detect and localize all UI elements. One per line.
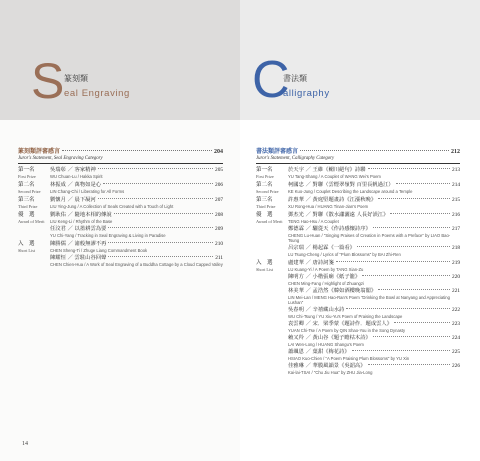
entry-title-en: HSIAO Kuo-Chien / "A Poem Praising Plum Blossoms" by YU Xin bbox=[288, 356, 410, 361]
entry-title-en: LIU Ying-Jung / A Collection of Seals Created with a Touch of Light bbox=[50, 204, 174, 209]
prize-label: 第一名 bbox=[256, 167, 273, 173]
prize-group bbox=[18, 241, 223, 269]
prize-group bbox=[18, 197, 223, 211]
prize-list bbox=[18, 167, 223, 269]
entry-page: 218 bbox=[452, 245, 460, 251]
prize-label-en: Award of Merit bbox=[256, 219, 283, 224]
section-title-en: Juror's Statement, Calligraphy Category bbox=[256, 156, 335, 161]
prize-label: 第三名 bbox=[256, 197, 273, 203]
entry-page: 223 bbox=[452, 321, 460, 327]
entry-page: 224 bbox=[452, 335, 460, 341]
entry-page: 211 bbox=[215, 255, 223, 261]
entry-title: 陳耀恒 ／ 雲駐山谷回聲 bbox=[50, 255, 107, 261]
list-item bbox=[288, 321, 460, 333]
entry-page: 209 bbox=[215, 226, 223, 232]
entry-title-en: LIN Mei-Lan / MENG Hao-Ran's Poem "Drinking the Bowl at Nanyang and Appreciating Lushan" bbox=[288, 295, 450, 305]
list-item bbox=[288, 274, 460, 286]
entry-title-en: LIU Keng-Li / Rhythm of the Base bbox=[50, 219, 113, 224]
entry-title-en: LU Tsung-Cheng / Lyrics of "Plum Blossoms" by BAI Zhi-Ren bbox=[288, 252, 401, 257]
entry-page: 205 bbox=[215, 167, 223, 173]
entry-page: 220 bbox=[452, 274, 460, 280]
prize-group bbox=[256, 212, 460, 259]
entry-title-en: WU Chi-Tsung / YU Xiu-Yu's Poem of Praising the Landscape bbox=[288, 314, 403, 319]
list-item bbox=[288, 212, 460, 224]
prize-label-en: Third Prize bbox=[18, 204, 38, 209]
entry-page: 221 bbox=[452, 288, 460, 294]
entry-title: 鄭德霖 ／ 驪從天《作詩感懷詩序》 bbox=[288, 226, 371, 232]
list-item bbox=[50, 182, 223, 194]
entry-title: 柯國忠 ／ 對聯（雲煙翠嶺對 百里長帆過江） bbox=[288, 182, 394, 188]
entry-title: 任汶君 ／ 以墨耕雲為要 bbox=[50, 226, 107, 232]
list-item bbox=[288, 288, 460, 305]
entry-title-en: CHENG Lu-Huan / "Singing Praises of Creation in Poems with a Preface" by LIAO Bao-Tsung bbox=[288, 233, 451, 243]
list-item bbox=[288, 349, 460, 361]
prize-label: 優 選 bbox=[256, 212, 273, 218]
prize-label-en: Third Prize bbox=[256, 204, 276, 209]
prize-group bbox=[256, 182, 460, 196]
entry-title: 劉懷月 ／ 晨下凝河 bbox=[50, 197, 96, 203]
prize-group bbox=[256, 260, 460, 377]
list-item bbox=[288, 226, 460, 243]
entry-title-en: XU Rong-Hua / HUANG Tinan-Jian's Poem bbox=[288, 204, 369, 209]
entry-title: 許惠華 ／ 黃庭堅題畫詩《江漲秋晚》 bbox=[288, 197, 377, 203]
prize-group bbox=[18, 212, 223, 240]
list-item bbox=[50, 226, 223, 238]
entry-page: 214 bbox=[452, 182, 460, 188]
prize-label: 第二名 bbox=[18, 182, 35, 188]
entry-title: 佳雅琳 ／ 華膜風韻景《吳韶高》 bbox=[288, 363, 366, 369]
entry-title: 鄧杰光 ／ 對聯《散水瀟灑遠 人長好誤江》 bbox=[288, 212, 389, 218]
calligraphy-initial-letter: C bbox=[252, 51, 290, 109]
list-item bbox=[50, 241, 223, 253]
section-title-text: 篆刻類評審感言 bbox=[18, 148, 61, 155]
entry-page: 213 bbox=[452, 167, 460, 173]
entry-page: 208 bbox=[215, 212, 223, 218]
entry-title-en: LU Kuang-Yi / A Poem by TANG Xian-Zu bbox=[288, 267, 364, 272]
prize-label-en: Short List bbox=[18, 248, 36, 253]
list-item bbox=[288, 363, 460, 375]
list-item bbox=[50, 212, 223, 224]
section-title-text: 書法類評審感言 bbox=[256, 148, 299, 155]
entry-page: 216 bbox=[452, 212, 460, 218]
right-page bbox=[240, 0, 480, 461]
prize-label-en: Short List bbox=[256, 267, 274, 272]
list-item bbox=[288, 260, 460, 272]
entry-title-en: YUAN Chi-Tse / A Poem by QIN Shao-You in the Song Dynasty bbox=[288, 328, 406, 333]
prize-label-en: First Prize bbox=[256, 174, 274, 179]
entry-title: 賴又羚 ／ 黃山谷《題子瞻枯木詩》 bbox=[288, 335, 371, 341]
prize-label-en: Second Prize bbox=[18, 189, 41, 194]
prize-group bbox=[256, 197, 460, 211]
entry-title: 陳明方 ／ 小楷張廟《紙子籠》 bbox=[288, 274, 361, 280]
prize-list bbox=[256, 167, 460, 377]
entry-title-en: LAI Wen-Long / HUANG Shangu's Poem bbox=[288, 342, 364, 347]
seal-initial-letter: S bbox=[31, 53, 65, 109]
prize-group bbox=[256, 167, 460, 181]
entry-page: 215 bbox=[452, 197, 460, 203]
section-title bbox=[256, 146, 460, 155]
seal-contents bbox=[18, 146, 223, 269]
entry-page: 207 bbox=[215, 197, 223, 203]
list-item bbox=[288, 197, 460, 209]
list-item bbox=[288, 245, 460, 257]
prize-label-en: Award of Merit bbox=[18, 219, 45, 224]
entry-title: 吳春明 ／ 辛禧藏山水詩 bbox=[288, 307, 345, 313]
list-item bbox=[288, 167, 460, 179]
prize-label-en: First Prize bbox=[18, 174, 36, 179]
entry-page: 217 bbox=[452, 226, 460, 232]
prize-label-en: Second Prize bbox=[256, 189, 279, 194]
entry-title-en: WU Chuan-Lu / Hakka Spirit bbox=[50, 174, 103, 179]
section-title bbox=[18, 146, 223, 155]
entry-page: 219 bbox=[452, 260, 460, 266]
prize-label: 第二名 bbox=[256, 182, 273, 188]
calligraphy-heading-en: alligraphy bbox=[283, 88, 330, 99]
seal-heading-en: eal Engraving bbox=[64, 88, 130, 99]
entry-title: 林振成 ／ 萬物如是心 bbox=[50, 182, 102, 188]
list-item bbox=[288, 335, 460, 347]
entry-title-en: YU Chi-Yang / Tracking in Seal Engraving & Living in Paradise bbox=[50, 233, 166, 238]
list-item bbox=[50, 167, 223, 179]
entry-title: 於天宇 ／ 王維《輞川絕句》詩聯 bbox=[288, 167, 366, 173]
entry-title-en: CHEN Ming-Fang / Highlight of Zhuangzi bbox=[288, 281, 364, 286]
entry-title: 林美華 ／ 孟浩然《韓如酒樓晚翁閣》 bbox=[288, 288, 377, 294]
calligraphy-heading-zh: 書法類 bbox=[283, 74, 307, 83]
entry-page: 226 bbox=[452, 363, 460, 369]
entry-title-en: Kai-lai-TSAI / "Chu Jiu Hua" by ZHU Jia-Long bbox=[288, 370, 373, 375]
entry-title: 呂宗瑞 ／ 楊起霖《一篇看》 bbox=[288, 245, 355, 251]
list-item bbox=[288, 307, 460, 319]
entry-page: 210 bbox=[215, 241, 223, 247]
entry-title-en: YU Tang-Shang / A Couplet of WANG Wei's Poem bbox=[288, 174, 381, 179]
list-item bbox=[50, 197, 223, 209]
prize-label: 入 選 bbox=[256, 260, 273, 266]
list-item bbox=[288, 182, 460, 194]
prize-group bbox=[18, 182, 223, 196]
entry-title-en: LIN Chang-Chi / Liberating for All Forms bbox=[50, 189, 125, 194]
prize-label: 第一名 bbox=[18, 167, 35, 173]
entry-title: 劉耿佑 ／ 隨地本相的傳說 bbox=[50, 212, 112, 218]
entry-title-en: CHEN Sheng-Ti / Zhuge Liang Commandment Book bbox=[50, 248, 148, 253]
entry-page: 206 bbox=[215, 182, 223, 188]
prize-label: 優 選 bbox=[18, 212, 35, 218]
calligraphy-contents bbox=[256, 146, 460, 377]
entry-page: 225 bbox=[452, 349, 460, 355]
entry-title: 盧建華 ／ 唐詩詞箋 bbox=[288, 260, 334, 266]
list-item bbox=[50, 255, 223, 267]
page-number: 14 bbox=[22, 441, 28, 447]
entry-title: 蕭颯恩 ／ 葉甜《梅花詩》 bbox=[288, 349, 350, 355]
entry-title: 吳瑞彰 ／ 客家精神 bbox=[50, 167, 96, 173]
seal-heading-zh: 篆刻類 bbox=[64, 74, 88, 83]
entry-title-en: KE Kuo-Jung / Couplet Describing the Landscape around a Temple bbox=[288, 189, 413, 194]
prize-label: 第三名 bbox=[18, 197, 35, 203]
prize-group bbox=[18, 167, 223, 181]
section-page: 204 bbox=[214, 149, 223, 155]
entry-title-en: CHEN Chien-Hua / A Work of Seal Engraving of a Buddha Cottage by a Cloud Capped Valley bbox=[50, 262, 223, 267]
section-page: 212 bbox=[451, 149, 460, 155]
section-title-en: Juror's Statement, Seal Engraving Category bbox=[18, 156, 103, 161]
entry-page: 222 bbox=[452, 307, 460, 313]
prize-label: 入 選 bbox=[18, 241, 35, 247]
entry-title-en: TENG Hao-Hsu / A Couplet bbox=[288, 219, 339, 224]
entry-title: 袁雲卿 ／ 宋．梁季蒙《題詩作．題成雲人》 bbox=[288, 321, 393, 327]
entry-title: 陳勝儒 ／ 諸般無謬不再 bbox=[50, 241, 107, 247]
